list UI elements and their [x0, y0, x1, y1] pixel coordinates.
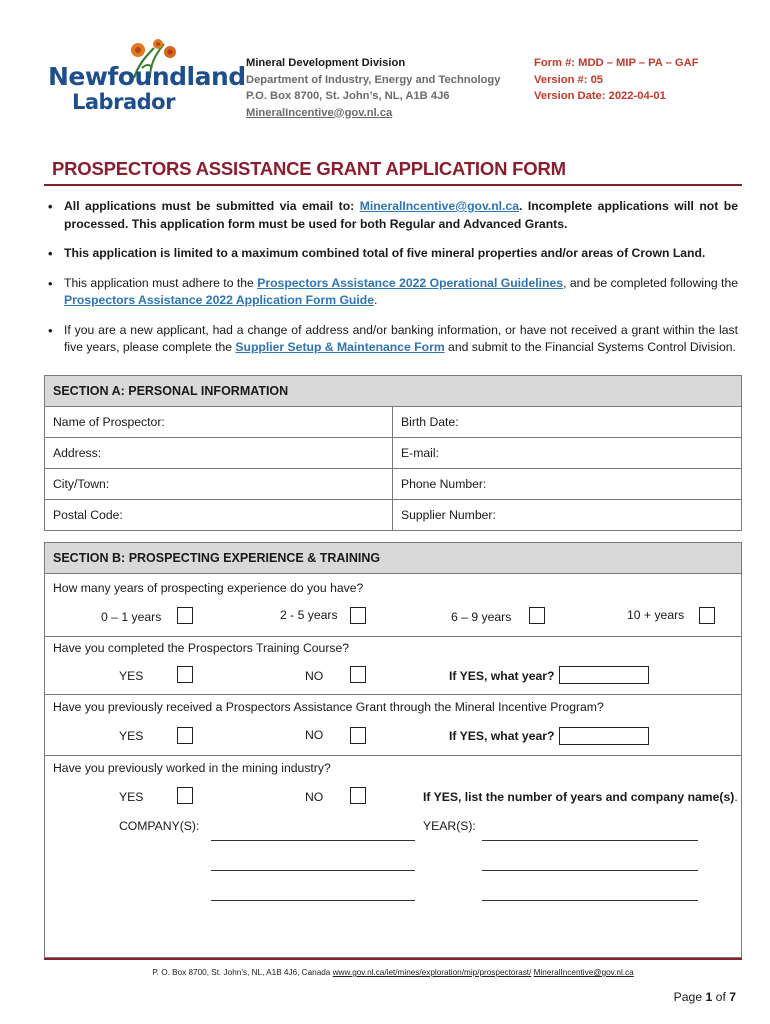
- form-version: Version #: 05: [534, 73, 604, 86]
- header-contact: [246, 55, 500, 121]
- row-divider: [45, 755, 741, 756]
- birth-date-field[interactable]: Birth Date:: [401, 415, 459, 429]
- previous-grant-year-input[interactable]: [559, 727, 649, 745]
- instruction-text: .: [373, 293, 378, 307]
- form-info: [534, 55, 699, 105]
- row-divider: [45, 694, 741, 695]
- footer-email-link[interactable]: MineralIncentive@gov.nl.ca: [533, 968, 634, 977]
- instruction-item: [44, 322, 738, 357]
- mining-list-instruction-text: If YES, list the number of years and company name(s): [423, 790, 735, 804]
- address-field[interactable]: Address:: [45, 438, 393, 468]
- title-divider: [44, 184, 742, 186]
- company-label: COMPANY(S):: [119, 819, 200, 833]
- row-divider: [45, 636, 741, 637]
- years-line-3[interactable]: [482, 900, 698, 901]
- operational-guidelines-link[interactable]: Prospectors Assistance 2022 Operational Guidelines: [257, 275, 564, 290]
- prospector-name-field[interactable]: Name of Prospector:: [45, 407, 393, 437]
- instruction-text: This application must adhere to the: [64, 275, 258, 290]
- mining-industry-question: Have you previously worked in the mining industry?: [53, 761, 331, 775]
- table-row: [45, 500, 741, 530]
- instruction-item: [44, 198, 738, 233]
- page-label: Page: [673, 990, 706, 1004]
- table-row: [45, 407, 741, 438]
- company-line-3[interactable]: [211, 900, 415, 901]
- supplier-setup-form-link[interactable]: Supplier Setup & Maintenance Form: [235, 340, 445, 354]
- application-form-guide-link[interactable]: Prospectors Assistance 2022 Application Form Guide: [64, 293, 374, 307]
- footer: [44, 968, 742, 977]
- training-year-input[interactable]: [559, 666, 649, 684]
- instruction-text: If you are a new applicant, had a change of address and/or banking information, or have not received a grant within the last five years, please complete the: [64, 322, 738, 354]
- city-town-field[interactable]: City/Town:: [45, 469, 393, 499]
- email-link[interactable]: MineralIncentive@gov.nl.ca: [359, 199, 519, 213]
- instruction-text: All applications must be submitted via email to:: [64, 199, 360, 213]
- section-b-heading: SECTION B: PROSPECTING EXPERIENCE & TRAINING: [45, 543, 741, 574]
- postal-code-field[interactable]: Postal Code:: [45, 500, 393, 530]
- option-2-5-years-checkbox[interactable]: [350, 607, 366, 624]
- nl-logo: [48, 38, 246, 114]
- previous-grant-question: Have you previously received a Prospectors Assistance Grant through the Mineral Incentive Program?: [53, 700, 604, 714]
- previous-grant-no-label: NO: [305, 728, 324, 742]
- table-row: [45, 438, 741, 469]
- training-no-label: NO: [305, 669, 324, 683]
- years-line-2[interactable]: [482, 870, 698, 871]
- years-line-1[interactable]: [482, 840, 698, 841]
- department-name: Department of Industry, Energy and Technology: [246, 73, 501, 86]
- current-page: 1: [705, 990, 713, 1004]
- page-number: [674, 990, 736, 1004]
- page-title: PROSPECTORS ASSISTANCE GRANT APPLICATION FORM: [52, 158, 566, 179]
- section-b-prospecting-experience: [44, 542, 742, 958]
- instructions-list: [44, 198, 738, 369]
- option-6-9-years-label: 6 – 9 years: [451, 610, 512, 624]
- option-6-9-years-checkbox[interactable]: [529, 607, 545, 624]
- footer-url-link[interactable]: www.gov.nl.ca/iet/mines/exploration/mip/prospectorast/: [332, 968, 532, 977]
- form-number: Form #: MDD – MIP – PA – GAF: [534, 57, 699, 69]
- instruction-item: [44, 275, 738, 310]
- instruction-text: , and be completed following the: [563, 275, 738, 290]
- instruction-item: • This application is limited to a maximum combined total of five mineral properties and/or areas of Crown Land.: [44, 245, 738, 263]
- previous-grant-no-checkbox[interactable]: [350, 727, 366, 744]
- instruction-text: . Incomplete applications will not be processed. This application form must be used for both Regular and Advanced Grants.: [64, 199, 738, 231]
- years-label: YEAR(S):: [423, 819, 476, 833]
- supplier-number-field[interactable]: Supplier Number:: [401, 508, 496, 522]
- total-pages: 7: [729, 990, 736, 1004]
- training-no-checkbox[interactable]: [350, 666, 366, 683]
- experience-question: How many years of prospecting experience do you have?: [53, 581, 364, 595]
- company-line-2[interactable]: [211, 870, 415, 871]
- page-of-label: of: [712, 990, 730, 1004]
- company-line-1[interactable]: [211, 840, 415, 841]
- header-email-link[interactable]: MineralIncentive@gov.nl.ca: [246, 106, 393, 119]
- previous-grant-yes-label: YES: [119, 729, 144, 743]
- training-course-question: Have you completed the Prospectors Training Course?: [53, 641, 350, 655]
- section-a-personal-information: [44, 375, 742, 531]
- previous-grant-yes-checkbox[interactable]: [177, 727, 193, 744]
- mining-yes-label: YES: [119, 790, 144, 804]
- department-address: P.O. Box 8700, St. John’s, NL, A1B 4J6: [246, 90, 450, 102]
- training-yes-checkbox[interactable]: [177, 666, 193, 683]
- option-0-1-years-label: 0 – 1 years: [101, 610, 162, 624]
- mining-no-checkbox[interactable]: [350, 787, 366, 804]
- email-field[interactable]: E-mail:: [401, 446, 439, 460]
- training-year-label: If YES, what year?: [449, 669, 555, 683]
- logo-newfoundland: Newfoundland: [48, 62, 246, 91]
- training-yes-label: YES: [119, 669, 144, 683]
- footer-address: P. O. Box 8700, St. John’s, NL, A1B 4J6, Canada: [152, 968, 333, 977]
- table-row: [45, 469, 741, 500]
- logo-labrador: Labrador: [72, 90, 175, 114]
- phone-number-field[interactable]: Phone Number:: [401, 477, 487, 491]
- division-name: Mineral Development Division: [246, 57, 406, 69]
- mining-no-label: NO: [305, 790, 324, 804]
- section-a-heading: SECTION A: PERSONAL INFORMATION: [45, 376, 741, 407]
- footer-divider: [44, 958, 742, 960]
- option-0-1-years-checkbox[interactable]: [177, 607, 193, 624]
- mining-list-instruction-period: .: [734, 790, 738, 804]
- previous-grant-year-label: If YES, what year?: [449, 729, 555, 743]
- instruction-text: and submit to the Financial Systems Control Division.: [444, 340, 736, 354]
- mining-yes-checkbox[interactable]: [177, 787, 193, 804]
- option-2-5-years-label: 2 - 5 years: [280, 608, 338, 622]
- mining-list-instruction: [423, 790, 738, 804]
- option-10-plus-years-label: 10 + years: [627, 608, 685, 622]
- option-10-plus-years-checkbox[interactable]: [699, 607, 715, 624]
- form-version-date: Version Date: 2022-04-01: [534, 90, 666, 102]
